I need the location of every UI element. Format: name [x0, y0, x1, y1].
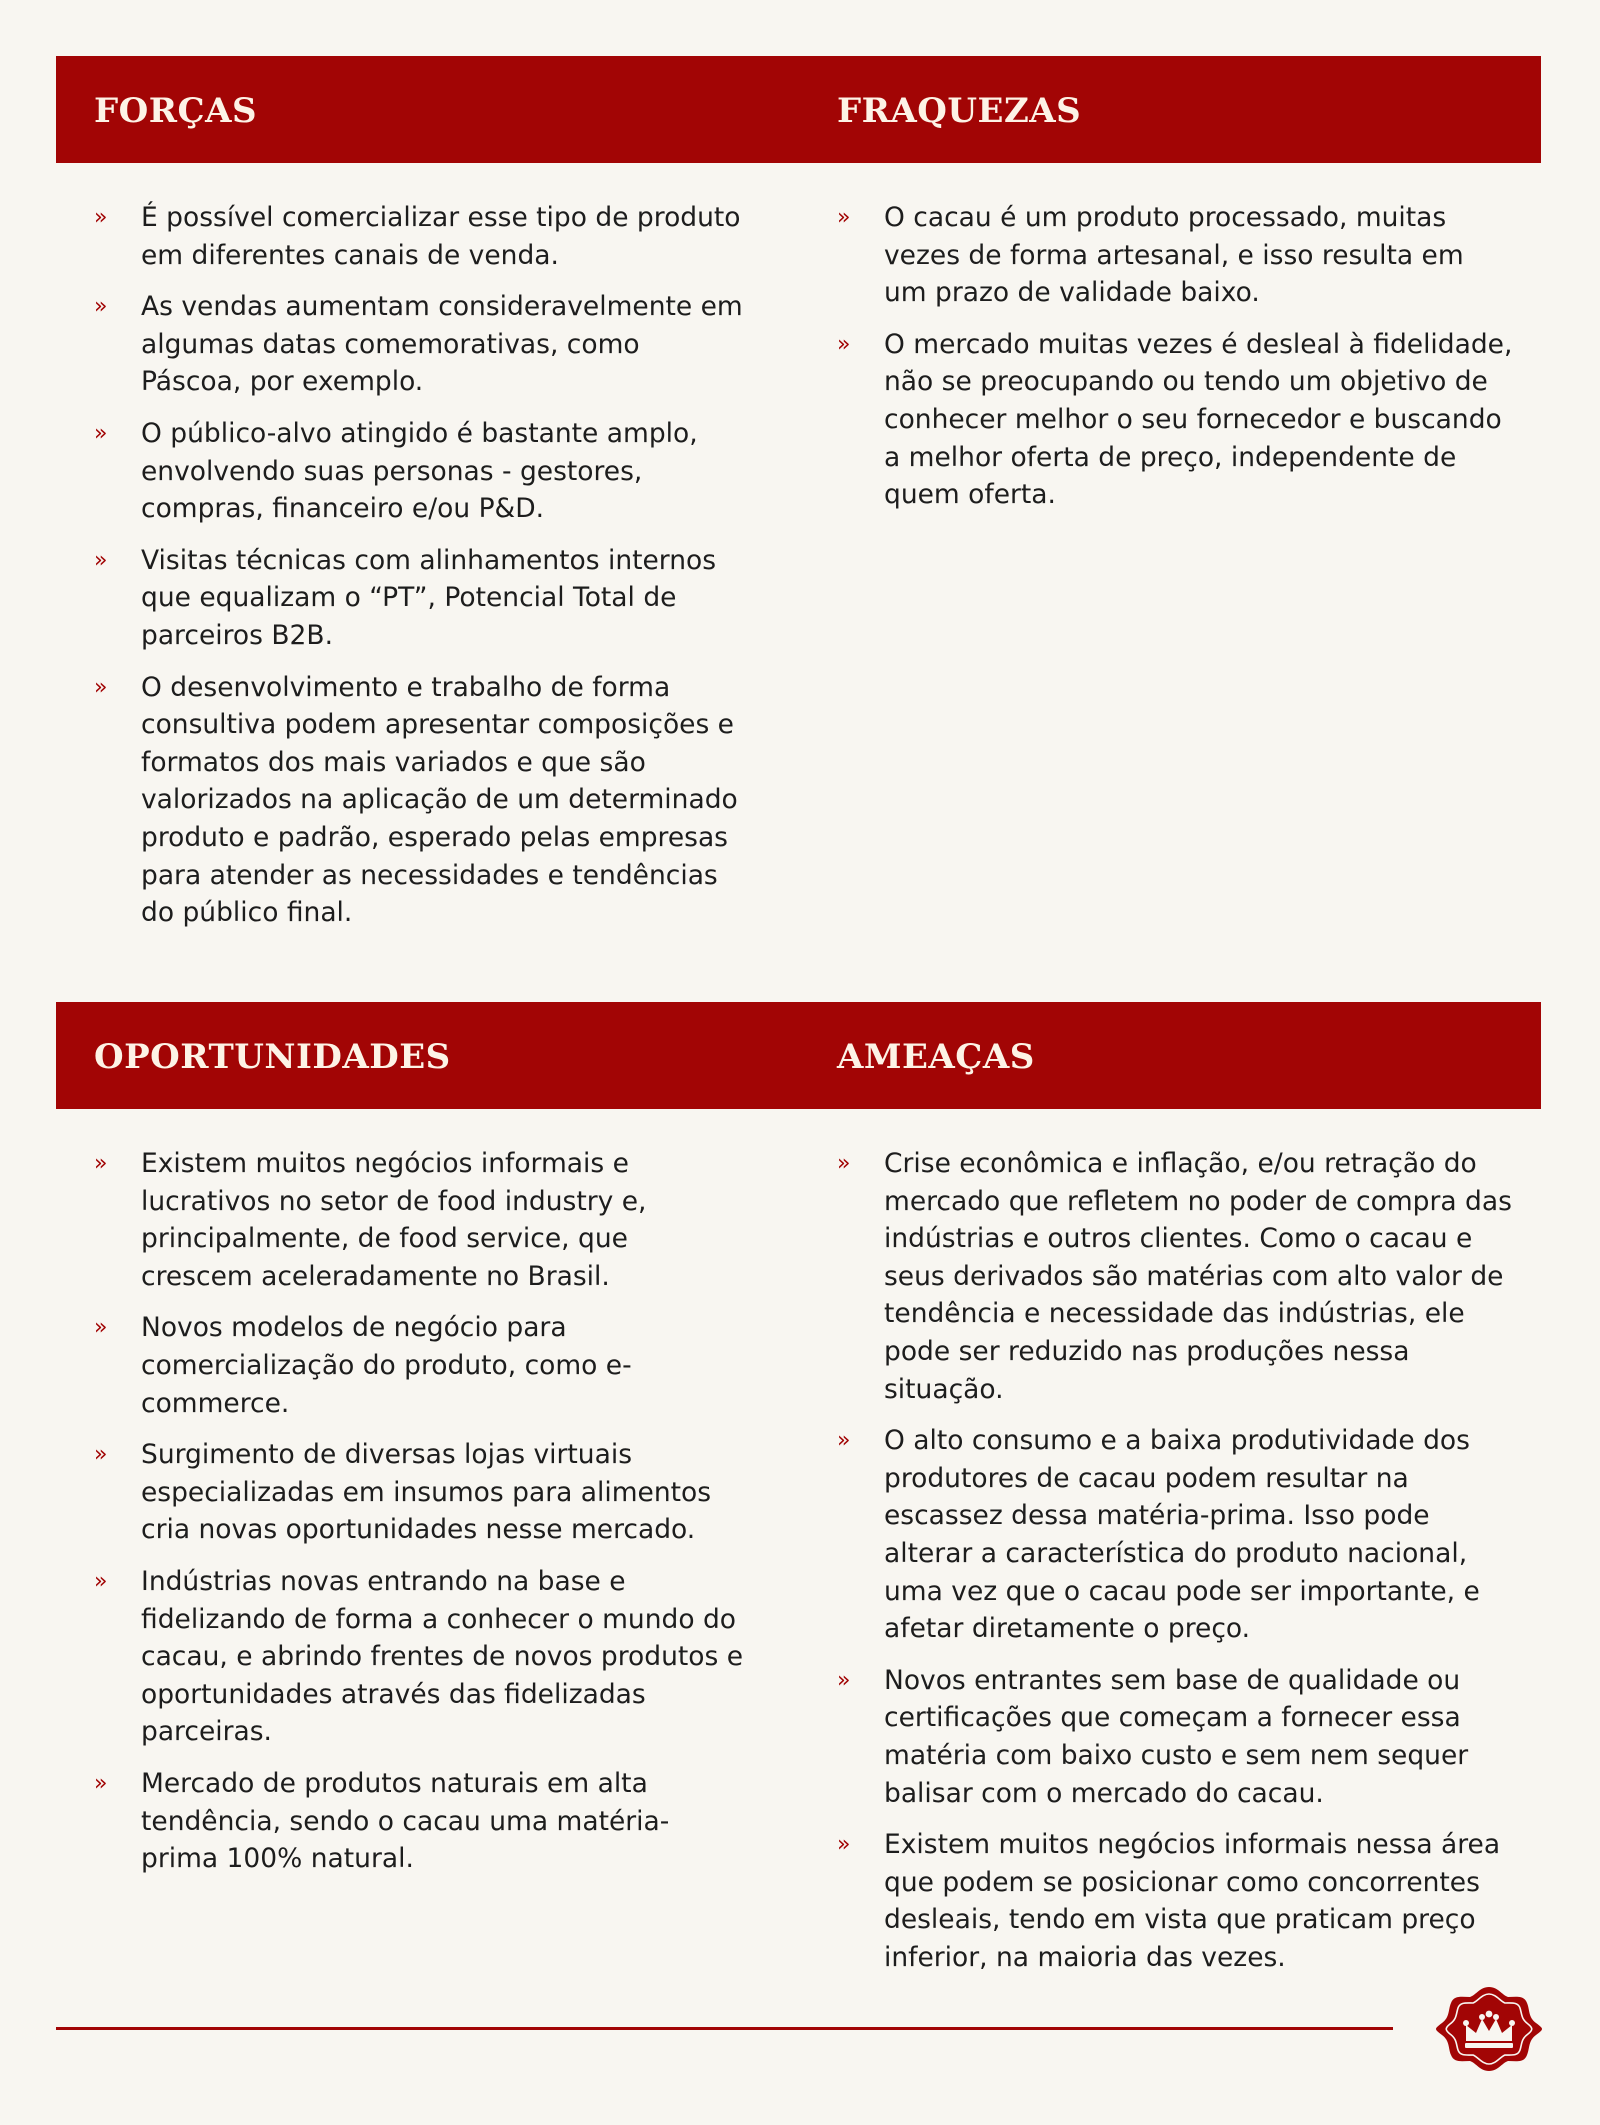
bullet-icon: » [94, 1770, 108, 1796]
bullet-icon: » [94, 420, 108, 446]
bullet-icon: » [837, 1832, 851, 1858]
list-item: » Novos modelos de negócio para comercialização do produto, como e-commerce. [56, 1309, 746, 1422]
header-bar-top [56, 56, 1541, 163]
section-title-forcas: FORÇAS [94, 91, 258, 131]
bullet-icon: » [837, 1151, 851, 1176]
list-item: » Indústrias novas entrando na base e fidelizando de forma a conhecer o mundo do cacau, e abrindo frentes de novos produtos e oportunidades através das fidelizadas parceiras. [56, 1563, 746, 1751]
list-item: » Existem muitos negócios informais e lucrativos no setor de food industry e, principalmente, de food service, que crescem aceleradamente no Brasil. [56, 1145, 746, 1295]
crown-emblem-icon [1432, 1985, 1546, 2073]
bullet-icon: » [94, 1442, 108, 1468]
list-item: » O mercado muitas vezes é desleal à fidelidade, não se preocupando ou tendo um objetivo de conhecer melhor o seu fornecedor e buscando a melhor oferta de preço, independente de quem oferta. [799, 326, 1514, 514]
list-item: » O público-alvo atingido é bastante amplo, envolvendo suas personas - gestores, compras, financeiro e/ou P&D. [56, 415, 746, 528]
bullet-icon: » [837, 205, 851, 230]
bullet-icon: » [837, 1428, 851, 1454]
section-title-fraquezas: FRAQUEZAS [837, 91, 1082, 131]
list-item: » O alto consumo e a baixa produtividade dos produtores de cacau podem resultar na escassez dessa matéria-prima. Isso pode alterar a característica do produto nacional, uma vez que o cacau pode ser importante, e afetar diretamente o preço. [799, 1422, 1514, 1648]
section-title-ameacas: AMEAÇAS [837, 1037, 1035, 1077]
list-item: » Novos entrantes sem base de qualidade ou certificações que começam a fornecer essa matéria com baixo custo e sem nem sequer balisar com o mercado do cacau. [799, 1662, 1514, 1812]
bullet-icon: » [94, 1568, 108, 1594]
bullet-icon: » [837, 331, 851, 357]
list-ameacas [799, 1145, 1514, 1990]
list-item: » Mercado de produtos naturais em alta tendência, sendo o cacau uma matéria-prima 100% natural. [56, 1765, 746, 1878]
bullet-icon: » [94, 1151, 108, 1176]
bullet-icon: » [94, 674, 108, 700]
list-item: » É possível comercializar esse tipo de produto em diferentes canais de venda. [56, 199, 746, 274]
list-forcas [56, 199, 746, 946]
bullet-icon: » [94, 1315, 108, 1341]
footer-divider [56, 2027, 1393, 2030]
list-fraquezas [799, 199, 1514, 528]
list-item: » Crise econômica e inflação, e/ou retração do mercado que refletem no poder de compra das indústrias e outros clientes. Como o cacau e seus derivados são matérias com alto valor de tendência e necessidade das indústrias, ele pode ser reduzido nas produções nessa situação. [799, 1145, 1514, 1408]
bullet-icon: » [94, 205, 108, 230]
section-title-oportunidades: OPORTUNIDADES [94, 1037, 451, 1077]
list-item: » O cacau é um produto processado, muitas vezes de forma artesanal, e isso resulta em um prazo de validade baixo. [799, 199, 1514, 312]
list-oportunidades [56, 1145, 746, 1892]
bullet-icon: » [837, 1667, 851, 1693]
list-item: » Visitas técnicas com alinhamentos internos que equalizam o “PT”, Potencial Total de parceiros B2B. [56, 542, 746, 655]
list-item: » O desenvolvimento e trabalho de forma consultiva podem apresentar composições e formatos dos mais variados e que são valorizados na aplicação de um determinado produto e padrão, esperado pelas empresas para atender as necessidades e tendências do público final. [56, 669, 746, 932]
list-item: » As vendas aumentam consideravelmente em algumas datas comemorativas, como Páscoa, por exemplo. [56, 288, 746, 401]
list-item: » Surgimento de diversas lojas virtuais especializadas em insumos para alimentos cria novas oportunidades nesse mercado. [56, 1436, 746, 1549]
bullet-icon: » [94, 547, 108, 573]
list-item: » Existem muitos negócios informais nessa área que podem se posicionar como concorrentes desleais, tendo em vista que praticam preço inferior, na maioria das vezes. [799, 1826, 1514, 1976]
header-bar-bottom [56, 1002, 1541, 1109]
bullet-icon: » [94, 294, 108, 320]
